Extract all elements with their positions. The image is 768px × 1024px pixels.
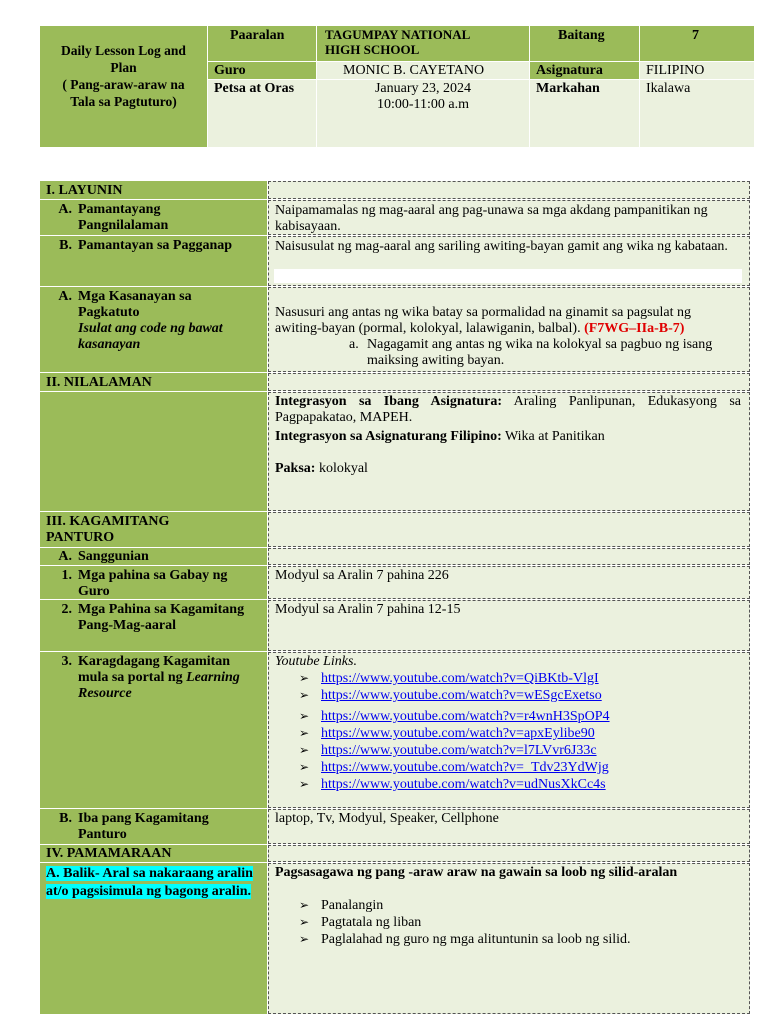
balik-aral-text: Pagsasagawa ng pang -araw araw na gawain sa loob ng silid-aralan ➢ Panalangin ➢ Pagtatala ng liban ➢ Paglalahad ng guro ng mga alituntunin sa loob ng silid. <box>268 863 750 1014</box>
youtube-link[interactable]: https://www.youtube.com/watch?v=apxEylibe90 <box>321 726 595 741</box>
youtube-link[interactable]: https://www.youtube.com/watch?v=l7LVvr6J33c <box>321 743 597 758</box>
youtube-link[interactable]: https://www.youtube.com/watch?v=_Tdv23YdWjg <box>321 760 609 775</box>
iba-pang-kagamitan-label: B. Iba pang Kagamitang Panturo <box>40 809 267 844</box>
routine-list <box>275 897 741 948</box>
list-item: ➢ Panalangin <box>275 897 741 914</box>
kasanayan-label: A. Mga Kasanayan sa Pagkatuto Isulat ang code ng bawat kasanayan <box>40 287 267 372</box>
pamamaraan-empty-cell <box>268 845 750 862</box>
list-item <box>275 725 741 742</box>
karagdagang-kagamitan-label: 3. Karagdagang Kagamitan mula sa portal ng Learning Resource <box>40 652 267 808</box>
list-item <box>275 742 741 759</box>
kagamitan-empty-cell <box>268 512 750 547</box>
layunin-heading: I. LAYUNIN <box>40 181 267 199</box>
kagamitang-mag-aaral-text: Modyul sa Aralin 7 pahina 12-15 <box>268 600 750 651</box>
baitang-label: Baitang <box>530 26 639 61</box>
lesson-log-title: Daily Lesson Log and Plan ( Pang-araw-araw na Tala sa Pagtuturo) <box>61 43 186 109</box>
paaralan-label: Paaralan <box>208 26 316 61</box>
white-strip <box>274 269 742 283</box>
list-item: ➢ Pagtatala ng liban <box>275 914 741 931</box>
iba-pang-kagamitan-text: laptop, Tv, Modyul, Speaker, Cellphone <box>268 809 750 844</box>
balik-aral-label: A. Balik- Aral sa nakaraang aralin at/o pagsisimula ng bagong aralin. <box>46 866 253 899</box>
list-item <box>275 759 741 776</box>
list-item <box>275 776 741 793</box>
petsa-value: January 23, 2024 10:00-11:00 a.m <box>317 80 529 147</box>
list-item <box>275 670 741 687</box>
youtube-link[interactable]: https://www.youtube.com/watch?v=wESgcExetso <box>321 688 602 703</box>
youtube-link[interactable]: https://www.youtube.com/watch?v=QiBKtb-VlgI <box>321 671 599 686</box>
layunin-empty-cell <box>268 181 750 199</box>
balik-aral-label-cell <box>40 863 267 1014</box>
asignatura-label: Asignatura <box>530 62 639 79</box>
markahan-label: Markahan <box>530 80 639 147</box>
asignatura-value: FILIPINO <box>640 62 754 79</box>
nilalaman-empty-cell <box>268 373 750 391</box>
youtube-links-cell: Youtube Links. ➢ https://www.youtube.com/watch?v=QiBKtb-VlgI ➢ https://www.youtube.com/watch?v=wESgcExetso ➢ https://www.youtube.com/watch?v=r4wnH3SpOP4 ➢ https://www.youtube.com/watch?v=apxEylibe90 ➢ https://www.youtube.com/watch?v=l7LVvr6J33c ➢ https://www.youtube.com/watch?v=_Tdv23YdWjg ➢ https://www.youtube.com/watch?v=udNusXkCc4s <box>268 652 750 808</box>
pamantayan-sa-pagganap-text: Naisusulat ng mag-aaral ang sariling awiting-bayan gamit ang wika ng kabataan. <box>268 236 750 286</box>
pamantayan-sa-pagganap-label: B. Pamantayan sa Pagganap <box>40 236 267 286</box>
youtube-links-list <box>275 670 741 793</box>
pamantayang-pangnilalaman-label: A. Pamantayang Pangnilalaman <box>40 200 267 235</box>
list-item <box>275 687 741 704</box>
list-item <box>275 708 741 725</box>
list-item: ➢ Paglalahad ng guro ng mga alituntunin sa loob ng silid. <box>275 931 741 948</box>
pamamaraan-heading: IV. PAMAMARAAN <box>40 845 267 862</box>
header-title-cell <box>40 26 207 147</box>
gabay-guro-text: Modyul sa Aralin 7 pahina 226 <box>268 566 750 599</box>
nilalaman-text: Integrasyon sa Ibang Asignatura: Araling Panlipunan, Edukasyong sa Pagpapakatao, MAPEH. Integrasyon sa Asignaturang Filipino: Wika at Panitikan Paksa: kolokyal <box>268 392 750 511</box>
kagamitang-mag-aaral-label: 2. Mga Pahina sa Kagamitang Pang-Mag-aaral <box>40 600 267 651</box>
sanggunian-label: A. Sanggunian <box>40 548 267 565</box>
nilalaman-heading: II. NILALAMAN <box>40 373 267 391</box>
kagamitan-heading: III. KAGAMITANG PANTURO <box>40 512 267 547</box>
youtube-link[interactable]: https://www.youtube.com/watch?v=r4wnH3SpOP4 <box>321 709 610 724</box>
paaralan-value: TAGUMPAY NATIONAL HIGH SCHOOL <box>317 26 529 61</box>
markahan-value: Ikalawa <box>640 80 754 147</box>
nilalaman-left-cell <box>40 392 267 511</box>
youtube-link[interactable]: https://www.youtube.com/watch?v=udNusXkCc4s <box>321 777 606 792</box>
sanggunian-empty-cell <box>268 548 750 565</box>
baitang-value: 7 <box>640 26 754 61</box>
guro-label: Guro <box>208 62 316 79</box>
pamantayang-pangnilalaman-text: Naipamamalas ng mag-aaral ang pag-unawa sa mga akdang pampanitikan ng kabisayaan. <box>268 200 750 235</box>
kasanayan-text: Nasusuri ang antas ng wika batay sa pormalidad na ginamit sa pagsulat ng awiting-bayan (pormal, kolokyal, lalawiganin, balbal). (F7WG–IIa-B-7) a. Nagagamit ang antas ng wika na kolokyal sa pagbuo ng isang maiksing awiting bayan. <box>268 287 750 372</box>
guro-value: MONIC B. CAYETANO <box>317 62 529 79</box>
gabay-guro-label: 1. Mga pahina sa Gabay ng Guro <box>40 566 267 599</box>
petsa-label: Petsa at Oras <box>208 80 316 147</box>
